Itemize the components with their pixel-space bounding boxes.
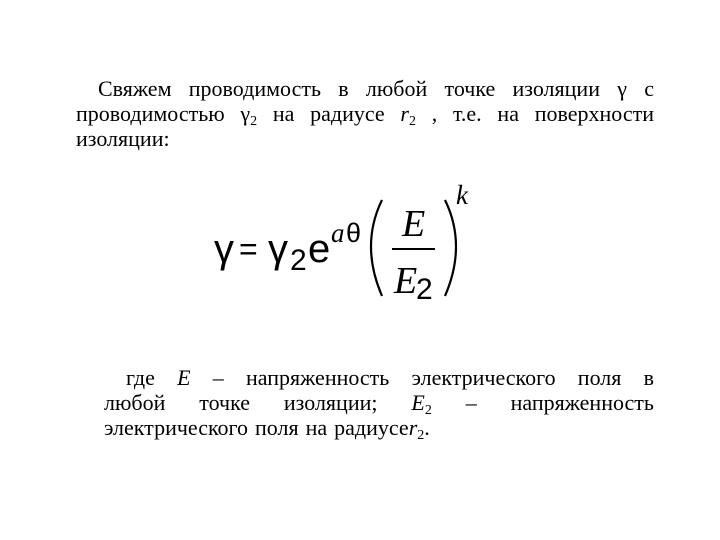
intro-word: в xyxy=(338,76,349,101)
gamma-symbol: γ xyxy=(617,76,627,101)
E-variable: E xyxy=(177,365,191,390)
formula-svg xyxy=(212,178,492,313)
gamma-subscript: 2 xyxy=(250,114,258,129)
explanation-word: любой xyxy=(104,390,166,415)
intro-word: Свяжем xyxy=(98,76,172,101)
intro-word: любой xyxy=(365,76,428,101)
formula xyxy=(212,178,492,313)
explanation-word: изоляции; xyxy=(283,390,378,415)
explanation-word: радиусе xyxy=(334,415,409,440)
explanation-word: напряженность xyxy=(246,365,390,390)
explanation-line-2 xyxy=(104,390,654,418)
explanation-word: электрического xyxy=(104,415,249,440)
intro-word: на xyxy=(497,101,519,126)
intro-word: т.е. xyxy=(452,101,482,126)
right-paren xyxy=(445,200,456,296)
r-variable: r xyxy=(400,101,409,126)
r-subscript: 2 xyxy=(417,428,425,443)
formula-exponent-theta: θ xyxy=(346,218,362,248)
period: . xyxy=(424,415,430,440)
intro-word: поверхности xyxy=(534,101,654,126)
E-subscript: 2 xyxy=(424,403,432,418)
formula-power-k: k xyxy=(456,180,468,210)
intro-word: с xyxy=(644,76,654,101)
intro-paragraph xyxy=(76,76,654,151)
intro-line-1 xyxy=(76,76,654,101)
intro-word: точке xyxy=(444,76,496,101)
formula-gamma: γ xyxy=(268,227,288,271)
intro-line-2 xyxy=(76,101,654,129)
dash: – xyxy=(465,390,477,415)
left-paren xyxy=(371,200,382,296)
intro-word: проводимостью xyxy=(76,101,225,126)
explanation-line-1 xyxy=(104,365,654,390)
gamma2-symbol xyxy=(240,101,258,129)
gamma-symbol: γ xyxy=(240,101,251,126)
formula-numerator-E: E xyxy=(402,203,426,245)
intro-word: изоляции xyxy=(512,76,600,101)
explanation-word: в xyxy=(643,365,654,390)
formula-exp-base: e xyxy=(308,227,331,271)
r-subscript: 2 xyxy=(408,114,416,129)
intro-word: проводимость xyxy=(188,76,321,101)
intro-word: , xyxy=(431,101,438,126)
formula-exponent-a: a xyxy=(331,218,345,248)
formula-gamma-subscript: 2 xyxy=(290,244,307,277)
explanation-paragraph xyxy=(104,365,654,443)
E-variable: E xyxy=(411,390,425,415)
explanation-word: поля xyxy=(577,365,622,390)
r2-symbol xyxy=(400,101,416,129)
r-variable: r xyxy=(408,415,418,440)
intro-word: радиусе xyxy=(310,101,385,126)
E2-symbol xyxy=(411,390,432,418)
explanation-word: поля xyxy=(255,415,299,440)
explanation-line-3 xyxy=(104,415,654,443)
intro-line-3 xyxy=(76,126,654,151)
r2-symbol xyxy=(408,415,430,443)
intro-word: изоляции: xyxy=(76,126,170,151)
formula-lhs-gamma: γ xyxy=(214,227,234,271)
explanation-word: где xyxy=(126,365,155,390)
explanation-word: электрического xyxy=(411,365,556,390)
formula-denominator-E: E xyxy=(394,260,418,302)
dash: – xyxy=(212,365,224,390)
formula-equals: = xyxy=(239,231,258,267)
intro-word: на xyxy=(272,101,295,126)
explanation-word: напряженность xyxy=(510,390,654,415)
formula-denominator-subscript: 2 xyxy=(416,273,433,306)
explanation-word: на xyxy=(305,415,328,440)
explanation-word: точке xyxy=(199,390,251,415)
